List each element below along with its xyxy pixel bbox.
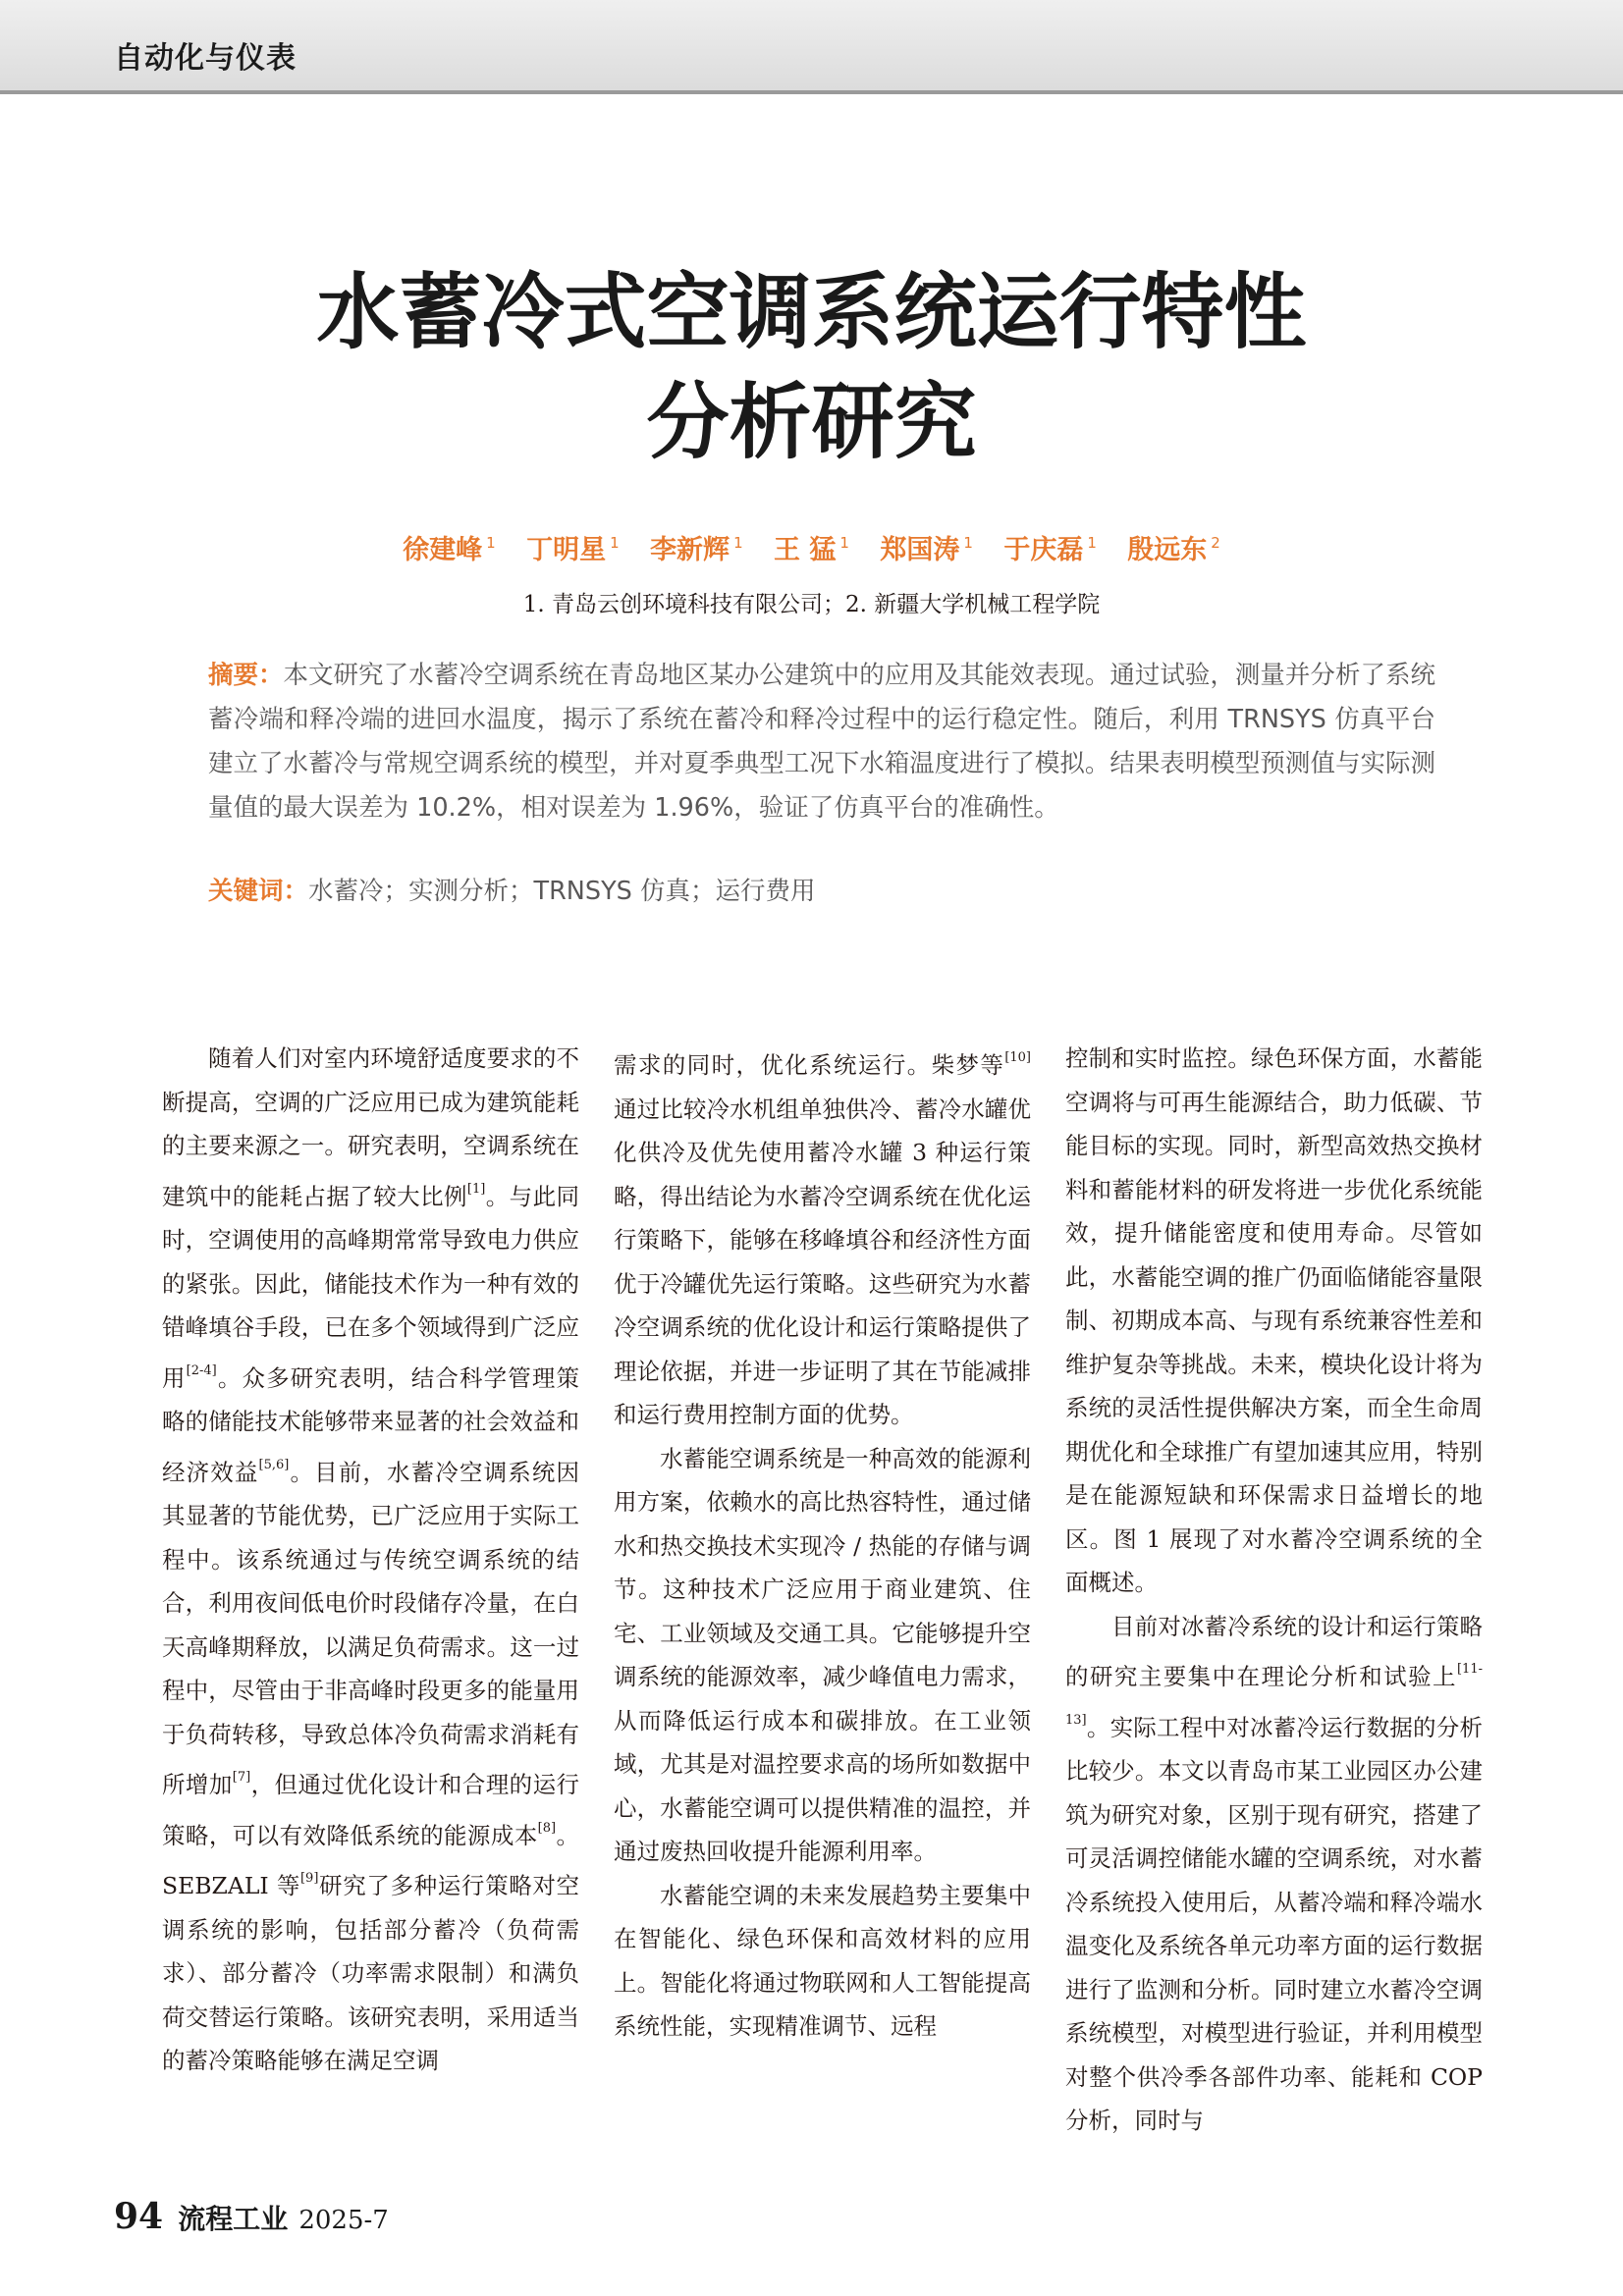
- body-column-1: [162, 1037, 579, 2083]
- author-list: [0, 528, 1623, 566]
- body-column-3: [1065, 1037, 1483, 2143]
- title-line-1: 水蓄冷式空调系统运行特性: [316, 264, 1307, 360]
- title-line-2: 分析研究: [646, 374, 977, 470]
- citation: [1]: [466, 1181, 486, 1197]
- citation: [11-13]: [1065, 1662, 1483, 1728]
- keywords: [208, 870, 1435, 914]
- citation: [2-4]: [186, 1362, 217, 1378]
- author: 于庆磊 $^1$: [1003, 534, 1097, 565]
- author: 李新辉 $^1$: [650, 534, 743, 565]
- citation: [5,6]: [258, 1457, 290, 1472]
- paragraph: 控制和实时监控。绿色环保方面，水蓄能空调将与可再生能源结合，助力低碳、节能目标的实现。同时，新型高效热交换材料和蓄能材料的研发将进一步优化系统能效，提升储能密度和使用寿命。尽管如此，水蓄能空调的推广仍面临储能容量限制、初期成本高、与现有系统兼容性差和维护复杂等挑战。未来，模块化设计将为系统的灵活性提供解决方案，而全生命周期优化和全球推广有望加速其应用，特别是在能源短缺和环保需求日益增长的地区。图 1 展现了对水蓄冷空调系统的全面概述。: [1065, 1044, 1483, 1596]
- section-label: 自动化与仪表: [114, 41, 297, 76]
- author: 丁明星 $^1$: [526, 534, 620, 565]
- paragraph: 水蓄能空调系统是一种高效的能源利用方案，依赖水的高比热容特性，通过储水和热交换技术实现冷 / 热能的存储与调节。这种技术广泛应用于商业建筑、住宅、工业领域及交通工具。它能够提升空调系统的能源效率，减少峰值电力需求，从而降低运行成本和碳排放。在工业领域，尤其是对温控要求高的场所如数据中心，水蓄能空调可以提供精准的温控，并通过废热回收提升能源利用率。: [614, 1444, 1031, 1865]
- citation: [10]: [1004, 1050, 1031, 1065]
- citation: [8]: [537, 1820, 557, 1836]
- author: 郑国涛 $^1$: [880, 534, 973, 565]
- author: 王 猛 $^1$: [774, 534, 849, 565]
- author: 徐建峰 $^1$: [403, 534, 496, 565]
- journal-name: 流程工业: [178, 2203, 289, 2235]
- paragraph: 需求的同时，优化系统运行。柴梦等[10]通过比较冷水机组单独供冷、蓄冷水罐优化供冷及优先使用蓄冷水罐 3 种运行策略，得出结论为水蓄冷空调系统在优化运行策略下，能够在移峰填谷和经济性方面优于冷罐优先运行策略。这些研究为水蓄冷空调系统的优化设计和运行策略提供了理论依据，并进一步证明了其在节能减排和运行费用控制方面的优势。: [614, 1050, 1031, 1428]
- paragraph: 目前对冰蓄冷系统的设计和运行策略的研究主要集中在理论分析和试验上[11-13]。实际工程中对冰蓄冷运行数据的分析比较少。本文以青岛市某工业园区办公建筑为研究对象，区别于现有研究，搭建了可灵活调控储能水罐的空调系统，对水蓄冷系统投入使用后，从蓄冷端和释冷端水温变化及系统各单元功率方面的运行数据进行了监测和分析。同时建立水蓄冷空调系统模型，对模型进行验证，并利用模型对整个供冷季各部件功率、能耗和 COP 分析，同时与: [1065, 1612, 1483, 2134]
- keywords-label: 关键词：: [208, 877, 309, 906]
- affiliations: 1. 青岛云创环境科技有限公司；2. 新疆大学机械工程学院: [522, 592, 1101, 617]
- abstract-label: 摘要：: [208, 661, 284, 690]
- page-number: 94: [114, 2196, 164, 2237]
- paragraph: 水蓄能空调的未来发展趋势主要集中在智能化、绿色环保和高效材料的应用上。智能化将通过物联网和人工智能提高系统性能，实现精准调节、远程: [614, 1881, 1031, 2040]
- citation: [7]: [232, 1770, 251, 1785]
- paragraph: 随着人们对室内环境舒适度要求的不断提高，空调的广泛应用已成为建筑能耗的主要来源之一。研究表明，空调系统在建筑中的能耗占据了较大比例[1]。与此同时，空调使用的高峰期常常导致电力供应的紧张。因此，储能技术作为一种有效的错峰填谷手段，已在多个领域得到广泛应用[2-4]。众多研究表明，结合科学管理策略的储能技术能够带来显著的社会效益和经济效益[5,6]。目前，水蓄冷空调系统因其显著的节能优势，已广泛应用于实际工程中。该系统通过与传统空调系统的结合，利用夜间低电价时段储存冷量，在白天高峰期释放，以满足负荷需求。这一过程中，尽管由于非高峰时段更多的能量用于负荷转移，导致总体冷负荷需求消耗有所增加[7]，但通过优化设计和合理的运行策略，可以有效降低系统的能源成本[8]。SEBZALI 等[9]研究了多种运行策略对空调系统的影响，包括部分蓄冷（负荷需求）、部分蓄冷（功率需求限制）和满负荷交替运行策略。该研究表明，采用适当的蓄冷策略能够在满足空调: [162, 1044, 580, 2074]
- abstract: [208, 654, 1435, 830]
- citation: [9]: [299, 1871, 319, 1886]
- journal-issue: 2025-7: [298, 2206, 389, 2235]
- author: 殷远东 $^2$: [1127, 534, 1220, 565]
- keywords-text: 水蓄冷；实测分析；TRNSYS 仿真；运行费用: [308, 877, 816, 906]
- page-footer: [114, 2196, 389, 2237]
- article-title: [118, 257, 1505, 477]
- body-column-2: [614, 1037, 1031, 2049]
- abstract-text: 本文研究了水蓄冷空调系统在青岛地区某办公建筑中的应用及其能效表现。通过试验，测量并分析了系统蓄冷端和释冷端的进回水温度，揭示了系统在蓄冷和释冷过程中的运行稳定性。随后，利用 TRNSYS 仿真平台建立了水蓄冷与常规空调系统的模型，并对夏季典型工况下水箱温度进行了模拟。结果表明模型预测值与实际测量值的最大误差为 10.2%，相对误差为 1.96%，验证了仿真平台的准确性。: [208, 661, 1435, 823]
